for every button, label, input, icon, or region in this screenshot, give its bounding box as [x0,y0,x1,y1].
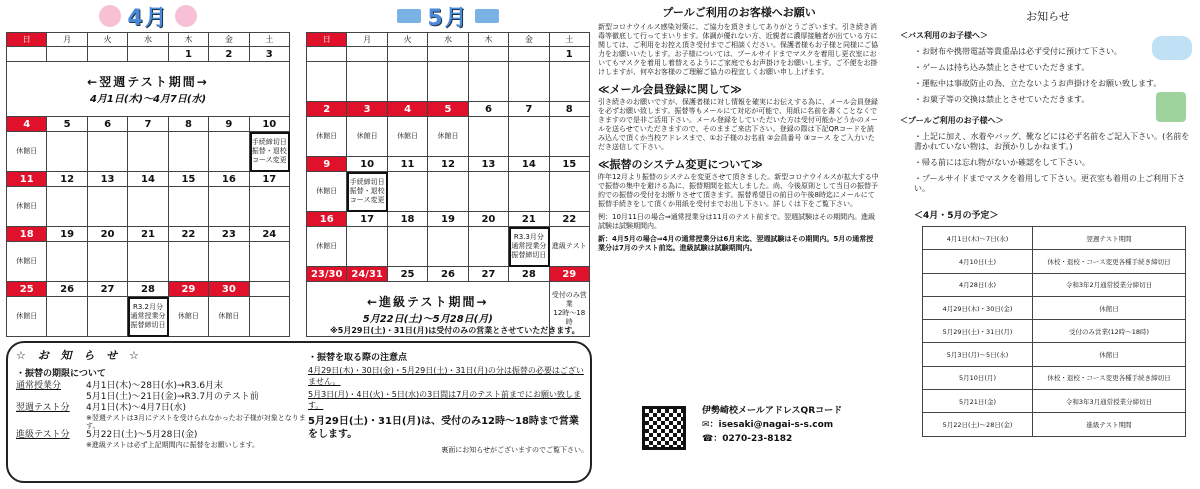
calendar-cell: R3.3月分 通常授業分 振替締切日 [509,227,549,267]
calendar-cell: 休館日 [7,297,47,337]
day-number: 19 [428,212,468,227]
april-calendar [6,0,290,337]
day-number: 26 [47,282,87,297]
calendar-cell: R3.2月分 通常授業分 振替締切日 [128,297,168,337]
news-p1: 4月29日(木)・30日(金)・5月29日(土)・31日(月)の分は振替の必要はございません。 [308,366,584,386]
pool-items [900,132,1196,194]
day-number: 14 [509,157,549,172]
calendar-cell [550,117,590,157]
carp-streamer-icon [397,9,421,23]
calendar-cell [128,132,168,172]
calendar-cell: 休館日 [169,297,209,337]
calendar-cell [209,132,249,172]
schedule-date: 4月1日(木)～7日(水) [923,227,1033,249]
weekday-header: 水 [428,33,468,47]
weekday-header: 火 [88,33,128,47]
example1: 例：10月11日の場合⇒通常授業分は11月のテスト前まで。翌週試験はその期間内。進級試験は試験期間内。 [598,213,876,230]
calendar-cell [388,62,428,102]
news-row-key: 翌週テスト分 [16,403,70,413]
calendar-cell: 休館日 [307,172,347,212]
news-foot: 裏面にお知らせがございますのでご覧下さい。 [441,446,588,454]
day-number: 23/30 [307,267,347,282]
pool-title: プールご利用のお客様へお願い [662,6,816,19]
calendar-cell [88,132,128,172]
day-number: 29 [550,267,590,282]
weekday-header: 金 [509,33,549,47]
news-row [16,381,306,392]
calendar-cell [209,187,249,227]
system-title: ≪振替のシステム変更について≫ [598,158,763,171]
pool-item: ・プールサイドまでマスクを着用して下さい。更衣室も着用の上ご利用下さい。 [914,174,1186,193]
contact-block [702,404,842,446]
swimmer-icon [1152,36,1192,60]
day-number: 8 [169,117,209,132]
day-number [388,47,428,62]
april-header [6,0,290,32]
news-row-value: 4月1日(木)～4月7日(水) [86,403,186,413]
day-number: 11 [388,157,428,172]
day-number: 13 [88,172,128,187]
may-header [306,0,590,32]
day-number: 7 [509,102,549,117]
calendar-cell [509,62,549,102]
news-row [16,430,306,441]
schedule-event: 休校・退校・コース変更各種手続き締切日 [1047,374,1171,383]
pool-item: ・帰る前には忘れ物がないか確認をして下さい。 [914,158,1090,167]
news-row-note: ※翌週テストは3月にテストを受けられなかったお子様が対象となります。 [86,414,306,430]
day-number: 28 [128,282,168,297]
calendar-cell [47,297,87,337]
schedule-row [923,343,1186,366]
bus-item: ・ゲームは持ち込み禁止とさせていただきます。 [914,63,1090,72]
day-number: 23 [209,227,249,242]
may-note: ※5月29日(土)・31日(月)は受付のみの営業とさせていただきます。 [330,326,580,335]
calendar-cell: 休館日 [209,297,249,337]
day-number: 12 [47,172,87,187]
calendar-cell [47,187,87,227]
test-period-dates: 4月1日(木)～4月7日(水) [89,94,207,105]
calendar-cell [469,227,509,267]
day-number [47,47,87,62]
bag-icon [1156,92,1186,122]
member-title: ≪メール会員登録に関して≫ [598,83,742,96]
day-number: 30 [209,282,249,297]
schedule-date: 5月3日(月)～5日(水) [923,343,1033,365]
schedule-row [923,274,1186,297]
day-number: 6 [88,117,128,132]
calendar-cell [128,187,168,227]
calendar-cell: 休館日 [428,117,468,157]
bus-items [900,47,1196,105]
schedule-event: 翌週テスト期間 [1086,234,1132,243]
day-number: 10 [250,117,290,132]
day-number: 25 [388,267,428,282]
day-number: 24/31 [347,267,387,282]
calendar-cell [307,62,347,102]
day-number: 3 [347,102,387,117]
calendar-cell: 手続締切日 振替・退校 コース変更 [347,172,387,212]
day-number: 10 [347,157,387,172]
weekday-header: 日 [307,33,347,47]
day-number: 16 [209,172,249,187]
schedule-row [923,250,1186,273]
calendar-cell: 進級テスト [550,227,590,267]
day-number: 2 [209,47,249,62]
day-number: 14 [128,172,168,187]
weekday-header: 木 [469,33,509,47]
day-number: 27 [469,267,509,282]
day-number [88,47,128,62]
bus-title: ＜バス利用のお子様へ＞ [900,31,988,40]
bus-item: ・運転中は事故防止の為、立たないようお声掛けをお願い致します。 [914,79,1162,88]
day-number: 29 [169,282,209,297]
calendar-cell [469,117,509,157]
day-number: 9 [307,157,347,172]
calendar-cell [428,227,468,267]
bus-item: ・お菓子等の交換は禁止とさせていただきます。 [914,95,1090,104]
weekday-header: 月 [347,33,387,47]
calendar-cell [169,187,209,227]
email-text[interactable]: ✉：isesaki@nagai-s-s.com [702,420,834,430]
pool-intro: 新型コロナウイルス感染対策に、ご協力を頂きましてありがとうございます。引き続き消毒等徹底して行ってまいります。体調が優れない方、近親者に濃厚接触者が出ている方に関しては、ご利用をお控え頂き受付までご相談ください。保護者様もお子様と同様にご協力をお願いいたします。お子様については、プールサイドまでマスクを着用し更衣室においてもマスクを着用し着替えるようにご家庭でもお声掛けをお願いします。ご不便をお掛けしますが、何卒お客様のご理解ご協力の程宜しくお願い申し上げます。 [598,23,878,76]
day-number: 22 [550,212,590,227]
calendar-cell [250,242,290,282]
day-number [428,47,468,62]
day-number [7,47,47,62]
schedule-row [923,367,1186,390]
day-number [128,47,168,62]
example2: 新：4月5月の場合⇒4月の通常授業分は6月末迄、翌週試験はその期間内。5月の通常授業分は7月のテスト前迄。進級試験は試験期間内。 [598,235,874,252]
calendar-cell [169,132,209,172]
schedule-date: 4月28日(水) [923,274,1033,296]
news-row [16,403,306,414]
flower-icon [175,5,197,27]
news-p2: 5月3日(月)・4日(火)・5日(水)の3日間は7月のテスト前までにお願い致します。 [308,390,581,410]
schedule-event: 休館日 [1099,351,1119,360]
april-grid [6,32,290,337]
calendar-cell [250,187,290,227]
may-title: 5月 [427,5,469,31]
news-row-key: 通常授業分 [16,381,62,391]
day-number: 3 [250,47,290,62]
day-number: 21 [128,227,168,242]
day-number: 18 [7,227,47,242]
phone-text[interactable]: ☎：0270-23-8182 [702,434,793,444]
day-number: 21 [509,212,549,227]
calendar-cell: 休館日 [307,117,347,157]
calendar-cell: 休館日 [388,117,428,157]
day-number [307,47,347,62]
schedule-event: 進級テスト期間 [1086,421,1132,430]
day-number: 17 [347,212,387,227]
day-number [250,282,290,297]
schedule-table [922,226,1186,437]
news-section1: ・振替の期限について [16,369,106,379]
day-number: 13 [469,157,509,172]
news-box [6,341,592,483]
schedule-row [923,297,1186,320]
calendar-cell [250,297,290,337]
schedule-row [923,320,1186,343]
day-number: 5 [47,117,87,132]
day-number: 1 [169,47,209,62]
weekday-header: 土 [550,33,590,47]
schedule-event: 令和3年2月通常授業分締切日 [1065,281,1153,290]
day-number [469,47,509,62]
schedule-row [923,413,1186,436]
calendar-cell [88,297,128,337]
day-number: 16 [307,212,347,227]
calendar-cell [47,132,87,172]
pool-section [598,0,880,444]
day-number: 19 [47,227,87,242]
calendar-cell: 休館日 [307,227,347,267]
calendar-cell: 手続締切日 振替・退校 コース変更 [250,132,290,172]
calendar-cell [128,242,168,282]
day-number: 24 [250,227,290,242]
day-number: 27 [88,282,128,297]
calendar-cell: 休館日 [7,132,47,172]
news-p3: 5月29日(土)・31日(月)は、受付のみ12時～18時まで営業をします。 [308,416,579,440]
day-number: 1 [550,47,590,62]
day-number: 18 [388,212,428,227]
schedule-event: 休校・退校・コース変更各種手続き締切日 [1047,257,1171,266]
may-calendar [306,0,590,337]
day-number: 22 [169,227,209,242]
day-number: 4 [388,102,428,117]
calendar-cell [88,187,128,227]
news-row-note: 5月1日(土)～21日(金)→R3.7月のテスト前 [86,392,259,402]
pool-kids-title: ＜プールご利用のお子様へ＞ [900,116,1004,125]
bus-item: ・お財布や携帯電話等貴重品は必ず受付に預けて下さい。 [914,47,1122,56]
may-grid [306,32,590,337]
day-number: 20 [469,212,509,227]
carp-streamer-icon [475,9,499,23]
schedule-row [923,390,1186,413]
calendar-cell [428,62,468,102]
calendar-cell [209,242,249,282]
news-rows [16,381,306,449]
calendar-cell: 受付のみ営業 12時～18時 [550,282,590,337]
day-number: 15 [550,157,590,172]
qr-title: 伊勢崎校メールアドレスQRコード [702,406,843,416]
system-text: 昨年12月より振替のシステムを変更させて頂きました。新型コロナウイルスが拡大する中で振替の集中を避ける為に、振替期間を拡大しました。尚、今後原則として当日の振替予約での振替の受付をお断りさせて頂きます。振替希望日の前日の午後8時迄にメールにて振替手続きをして頂くか用紙を受付までお出し下さい。詳しくは下をご覧下さい。 [598,173,879,208]
schedule-title: ＜4月・5月の予定＞ [914,211,999,221]
weekday-header: 金 [209,33,249,47]
calendar-cell [509,117,549,157]
calendar-cell [169,242,209,282]
day-number: 12 [428,157,468,172]
calendar-cell [388,172,428,212]
test-period-title: ←翌週テスト期間→ [87,75,209,89]
schedule-date: 5月21日(金) [923,390,1033,412]
test-period-title: ←進級テスト期間→ [366,295,489,309]
schedule-event: 令和3年3月通常授業分締切日 [1065,397,1153,406]
day-number: 4 [7,117,47,132]
test-period-dates: 5月22日(土)～5月28日(月) [362,314,493,325]
member-text: 引き続きのお願いですが、保護者様に対し情報を確実にお伝えする為に、メール会員登録を必ずお願い致します。振替等もメールにて対応が可能で、用紙に名前を書くことなくできますので是非ご活用下さい。メール登録をしていただいた方は受付可能かどうかのメールを送らせていただきますので、そのままご来店下さい。登録の際は下記QRコードを読み込んで頂くか当校アドレスまで、①お子様のお名前 ②会員番号 ③コース をご入力いただき送信して下さい。 [598,98,878,151]
test-period-row [7,62,290,117]
calendar-cell [347,227,387,267]
day-number: 25 [7,282,47,297]
schedule-date: 5月22日(土)～28日(金) [923,413,1033,435]
calendar-cell [509,172,549,212]
day-number: 17 [250,172,290,187]
schedule-date: 4月10日(土) [923,250,1033,272]
day-number: 6 [469,102,509,117]
weekday-header: 火 [388,33,428,47]
calendar-cell [469,172,509,212]
day-number: 8 [550,102,590,117]
flower-icon [99,5,121,27]
schedule-date: 5月29日(土)・31日(月) [923,320,1033,342]
calendar-cell: 休館日 [7,187,47,227]
news-row-key: 進級テスト分 [16,430,70,440]
calendar-cell: 休館日 [347,117,387,157]
day-number: 5 [428,102,468,117]
weekday-header: 水 [128,33,168,47]
day-number: 11 [7,172,47,187]
calendar-cell [550,62,590,102]
schedule-row [923,227,1186,250]
schedule-date: 5月10日(月) [923,367,1033,389]
calendar-cell [550,172,590,212]
calendar-cell [88,242,128,282]
day-number: 28 [509,267,549,282]
day-number: 15 [169,172,209,187]
news-row-value: 5月22日(土)～5月28日(金) [86,430,198,440]
calendar-cell [469,62,509,102]
calendar-cell: 休館日 [7,242,47,282]
schedule-event: 受付のみ営業(12時～18時) [1068,327,1150,336]
news-title: ☆ お 知 ら せ ☆ [16,349,143,362]
weekday-header: 土 [250,33,290,47]
info-section [900,0,1196,430]
calendar-cell [428,172,468,212]
calendar-cell [388,227,428,267]
news-row-note: ※進級テストは必ず上記期間内に振替をお願いします。 [86,441,260,449]
info-title: お知らせ [1026,10,1070,23]
day-number [347,47,387,62]
weekday-header: 木 [169,33,209,47]
calendar-cell [347,62,387,102]
news-row-value: 4月1日(木)～28日(水)→R3.6月末 [86,381,224,391]
news-section2: ・振替を取る際の注意点 [308,353,408,363]
schedule-event: 休館日 [1099,304,1119,313]
weekday-header: 日 [7,33,47,47]
day-number: 2 [307,102,347,117]
day-number [509,47,549,62]
pool-item: ・上記に加え、水着やバッグ、靴などには必ず名前をご記入下さい。(名前を書かれていない物は、お預かりしかねます。) [914,132,1190,151]
schedule-date: 4月29日(木)・30日(金) [923,297,1033,319]
qr-code-icon [642,406,686,450]
weekday-header: 月 [47,33,87,47]
day-number: 9 [209,117,249,132]
day-number: 20 [88,227,128,242]
day-number: 7 [128,117,168,132]
calendar-cell [47,242,87,282]
april-title: 4月 [127,5,169,31]
day-number: 26 [428,267,468,282]
